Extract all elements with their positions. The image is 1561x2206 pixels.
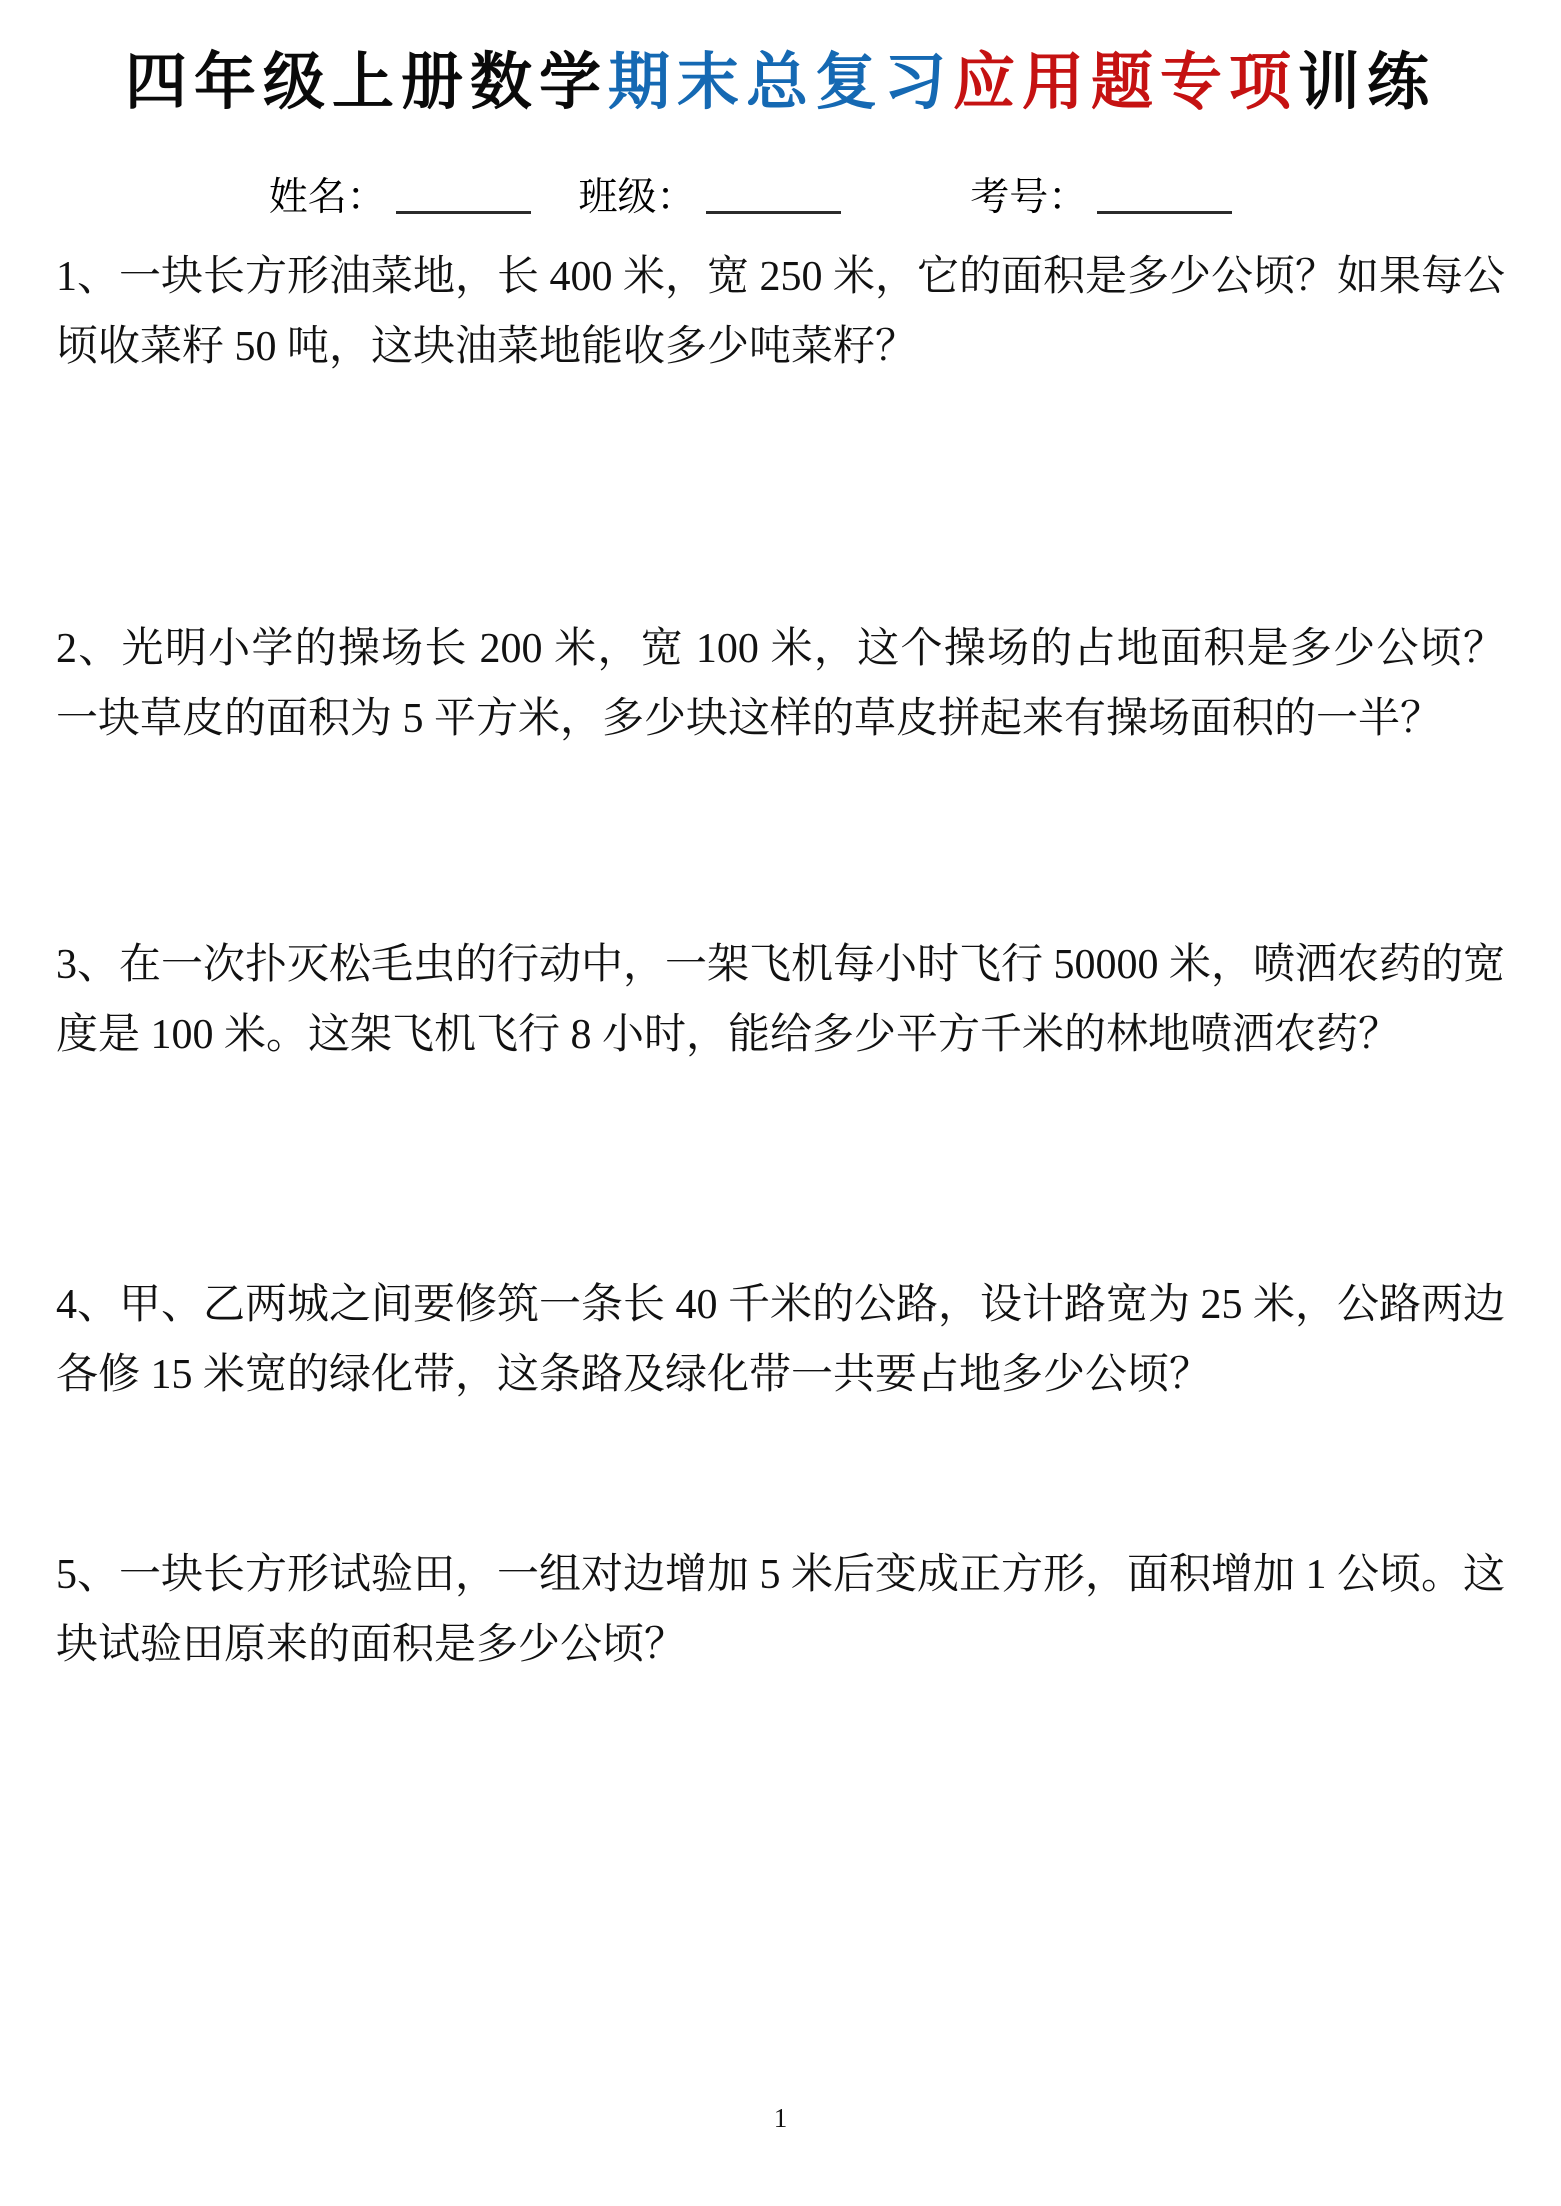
name-field	[269, 174, 531, 222]
class-field	[578, 174, 840, 222]
title-segment-word-problems: 应用题专项	[953, 48, 1299, 117]
name-blank-field[interactable]	[396, 205, 531, 214]
title-segment-final-review: 期末总复习	[607, 48, 953, 117]
problem-4: 4、甲、乙两城之间要修筑一条长 40 千米的公路，设计路宽为 25 米，公路两边各修 15 米宽的绿化带，这条路及绿化带一共要占地多少公顷？	[56, 1282, 1506, 1398]
exam-number-field	[970, 174, 1232, 222]
title-segment-training: 训练	[1298, 48, 1437, 117]
title-segment-grade-subject: 四年级上册数学	[124, 48, 608, 117]
problem-2: 2、光明小学的操场长 200 米，宽 100 米，这个操场的占地面积是多少公顷？ 一块草皮的面积为 5 平方米，多少块这样的草皮拼起来有操场面积的一半？	[56, 626, 1505, 742]
name-label: 姓名：	[268, 176, 386, 219]
class-label: 班级：	[578, 176, 696, 219]
page-title	[0, 0, 1561, 120]
exam-number-label: 考号：	[970, 176, 1088, 219]
exam-number-blank-field[interactable]	[1097, 205, 1232, 214]
class-blank-field[interactable]	[706, 205, 841, 214]
problem-5: 5、一块长方形试验田，一组对边增加 5 米后变成正方形，面积增加 1 公顷。这块试验田原来的面积是多少公顷？	[56, 1552, 1506, 1668]
page-number: 1	[773, 2103, 788, 2133]
problem-3: 3、在一次扑灭松毛虫的行动中，一架飞机每小时飞行 50000 米，喷洒农药的宽度是 100 米。这架飞机飞行 8 小时，能给多少平方千米的林地喷洒农药？	[56, 942, 1506, 1058]
student-info-row	[0, 174, 1531, 222]
problem-list	[56, 242, 1505, 1680]
problem-1: 1、一块长方形油菜地，长 400 米，宽 250 米，它的面积是多少公顷？如果每公顷收菜籽 50 吨，这块油菜地能收多少吨菜籽？	[56, 254, 1506, 370]
